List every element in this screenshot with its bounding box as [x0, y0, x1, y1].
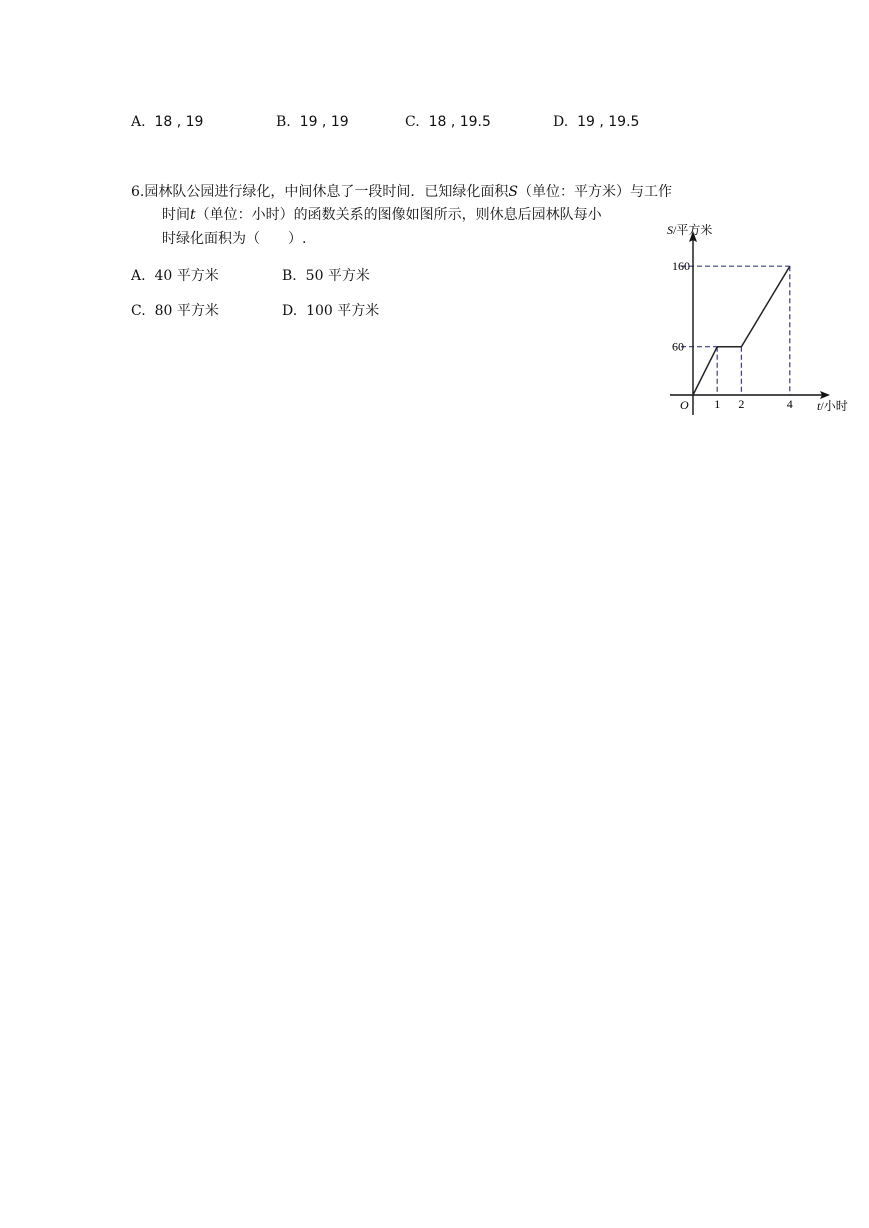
x-tick-label: 1 [714, 397, 721, 411]
q6-line-2: 时间t（单位：小时）的函数关系的图像如图所示，则休息后园林队每小 [162, 207, 602, 223]
area-time-graph [660, 215, 860, 420]
q5-option-a: A. 18 , 19 [131, 114, 204, 130]
y-axis-label: S/平方米 [667, 223, 713, 237]
q6-option-b: B. 50 平方米 [282, 268, 370, 284]
x-tick-label: 4 [786, 397, 793, 411]
q5-option-c: C. 18 , 19.5 [405, 114, 491, 130]
q5-option-b: B. 19 , 19 [276, 114, 349, 130]
y-tick-label: 160 [672, 259, 690, 274]
series-segment [741, 266, 789, 347]
x-axis-label: t/小时 [817, 399, 848, 413]
q6-option-d: D. 100 平方米 [282, 303, 380, 319]
guide-lines [681, 266, 790, 395]
q5-option-d: D. 19 , 19.5 [553, 114, 640, 130]
q6-option-c: C. 80 平方米 [131, 303, 219, 319]
var-t: t [190, 207, 196, 223]
q6-line-3: 时绿化面积为（ ）. [162, 231, 307, 247]
y-tick-label: 60 [672, 339, 684, 354]
origin-label: O [680, 398, 689, 412]
var-s: S [508, 184, 518, 200]
q6-number: 6. [131, 184, 145, 200]
x-tick-label: 2 [738, 397, 745, 411]
q6-line-1: 6.园林队公园进行绿化，中间休息了一段时间．已知绿化面积S（单位：平方米）与工作 [131, 184, 672, 200]
tick-labels [672, 259, 793, 411]
series-segment [693, 347, 717, 395]
q6-option-a: A. 40 平方米 [131, 268, 219, 284]
